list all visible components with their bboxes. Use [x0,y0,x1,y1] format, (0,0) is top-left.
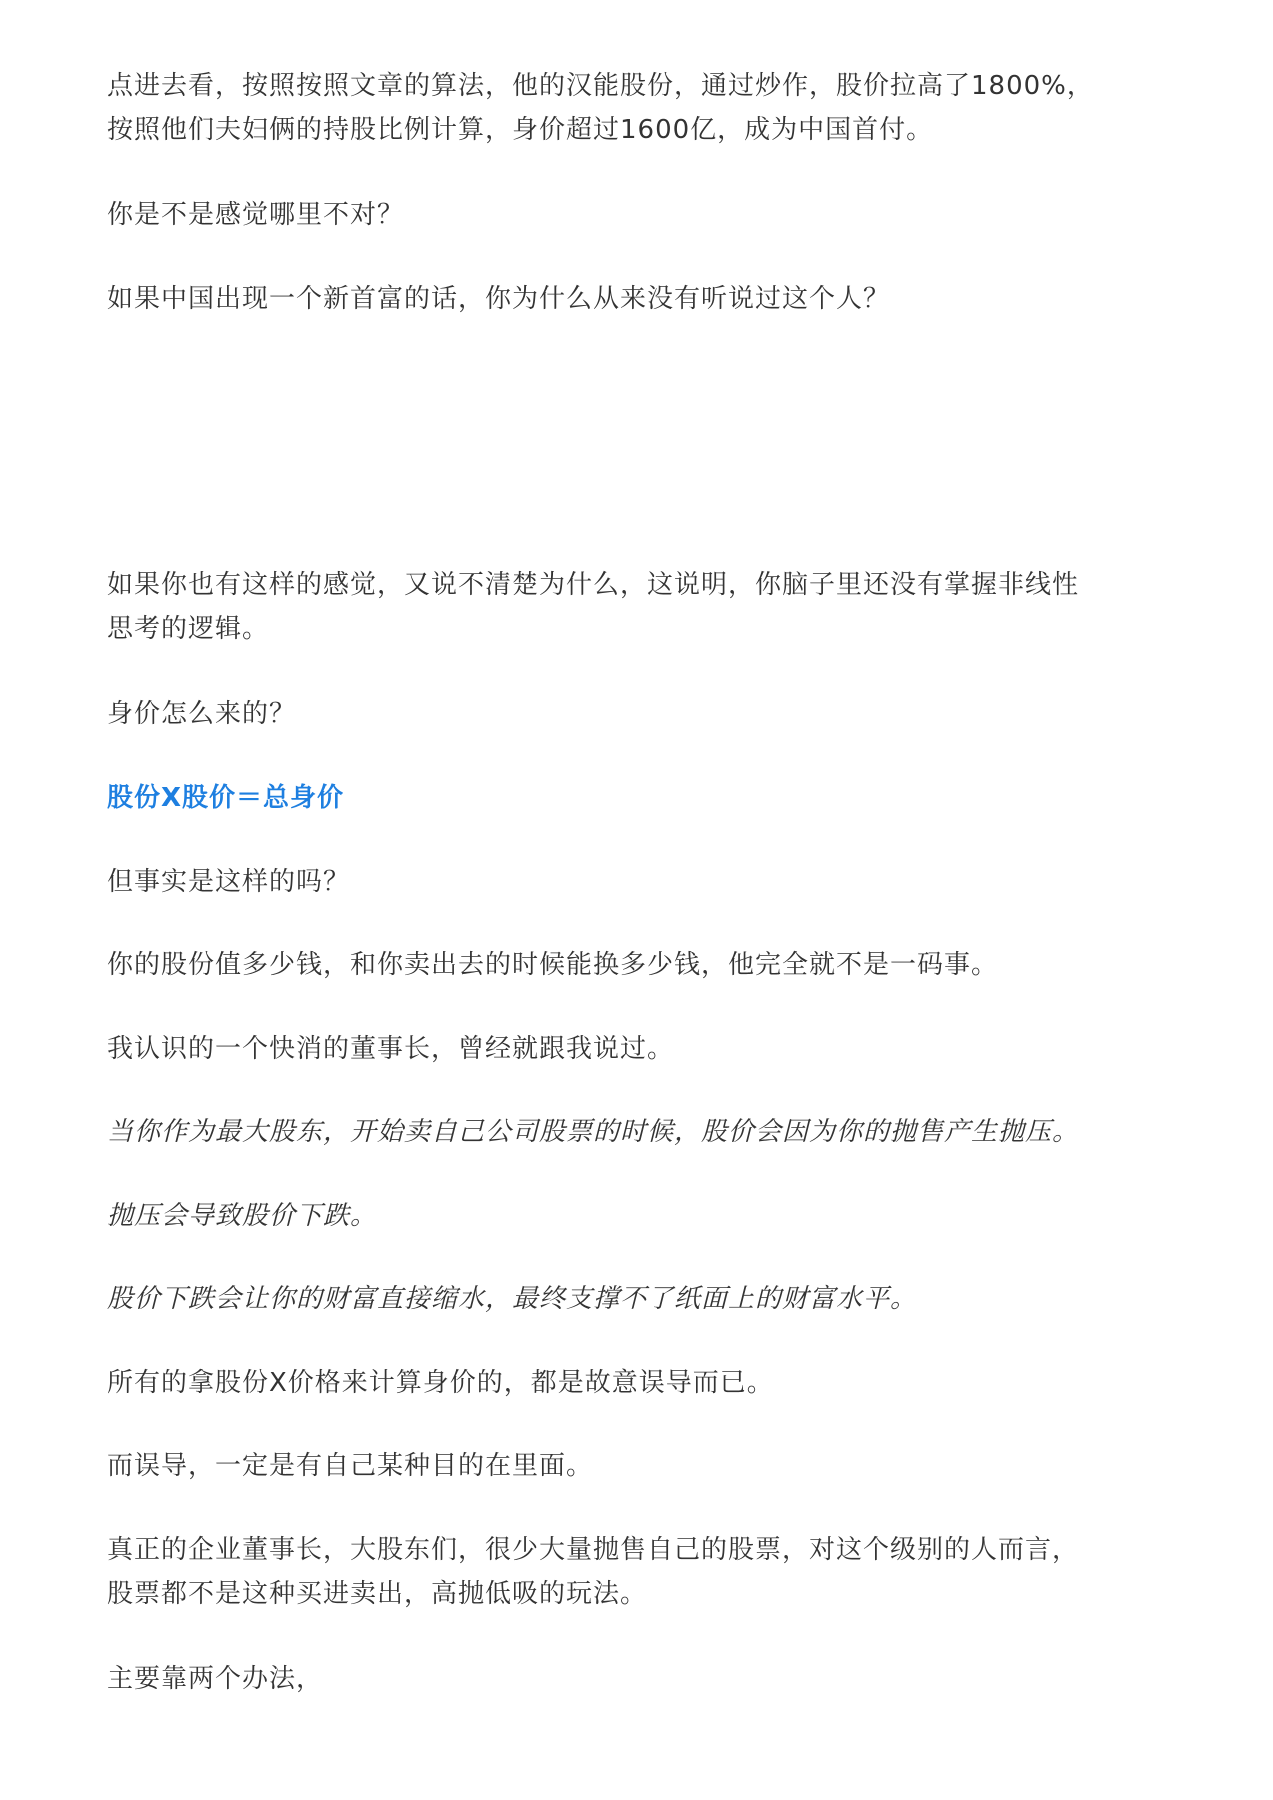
paragraph-net-worth-question [107,692,296,736]
text-line: 按照他们夫妇俩的持股比例计算，身价超过1600亿，成为中国首付。 [107,115,934,145]
quote-wealth-shrink [107,1277,917,1321]
text-line: 真正的企业董事长，大股东们，很少大量抛售自己的股票，对这个级别的人而言， [107,1535,1080,1565]
text-line: 但事实是这样的吗？ [107,867,351,897]
text-line: 而误导，一定是有自己某种目的在里面。 [107,1451,594,1481]
paragraph-share-value [107,943,998,987]
paragraph-hanergy-stock [107,64,1094,152]
paragraph-misleading [107,1361,774,1405]
paragraph-chairman-said [107,1027,674,1071]
text-line: 思考的逻辑。 [107,614,270,644]
quote-price-drop [107,1194,377,1238]
text-line: 主要靠两个办法， [107,1664,324,1694]
paragraph-two-methods [107,1657,323,1701]
paragraph-question-richest [107,277,890,321]
text-line: 身价怎么来的？ [107,699,297,729]
text-line: 你是不是感觉哪里不对？ [107,200,405,230]
formula-highlight [107,776,344,820]
text-line: 所有的拿股份X价格来计算身价的，都是故意误导而已。 [107,1368,774,1398]
paragraph-real-chairman [107,1528,1079,1616]
quote-line: 股价下跌会让你的财富直接缩水，最终支撑不了纸面上的财富水平。 [107,1284,918,1314]
text-line: 你的股份值多少钱，和你卖出去的时候能换多少钱，他完全就不是一码事。 [107,950,999,980]
text-line: 股票都不是这种买进卖出，高抛低吸的玩法。 [107,1579,648,1609]
quote-selling-pressure [107,1110,1079,1154]
quote-line: 抛压会导致股价下跌。 [107,1201,378,1231]
text-line: 如果你也有这样的感觉，又说不清楚为什么，这说明，你脑子里还没有掌握非线性 [107,570,1080,600]
paragraph-is-it-true [107,860,350,904]
text-line: 如果中国出现一个新首富的话，你为什么从来没有听说过这个人？ [107,284,891,314]
paragraph-purpose [107,1444,593,1488]
quote-line: 当你作为最大股东，开始卖自己公司股票的时候，股价会因为你的抛售产生抛压。 [107,1117,1080,1147]
text-line: 点进去看，按照按照文章的算法，他的汉能股份，通过炒作，股价拉高了1800%， [107,71,1094,101]
paragraph-nonlinear-thinking [107,563,1079,651]
formula-text: 股份X股价＝总身价 [107,783,345,813]
paragraph-question-feel [107,193,404,237]
text-line: 我认识的一个快消的董事长，曾经就跟我说过。 [107,1034,675,1064]
